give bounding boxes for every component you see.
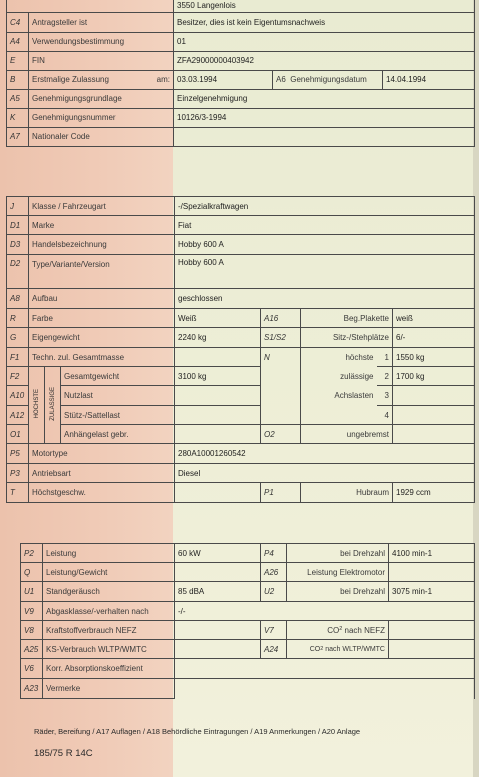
row-a12 <box>7 406 475 425</box>
row-t <box>7 483 475 503</box>
row-d2 <box>7 255 475 289</box>
field-value <box>175 483 261 503</box>
field-code: A26 <box>261 563 287 582</box>
axle-number: 1 <box>377 348 393 367</box>
field-label: Gesamtgewicht <box>61 367 175 386</box>
field-value: 3075 min-1 <box>389 582 475 602</box>
field-label: Standgeräusch <box>43 582 175 602</box>
field-label: Abgasklasse/-verhalten nach <box>43 602 175 621</box>
field-value <box>175 563 261 582</box>
field-label: Techn. zul. Gesamtmasse <box>29 348 175 367</box>
field-label: Anhängelast gebr. <box>61 425 175 444</box>
field-code: F2 <box>7 367 29 386</box>
field-value <box>389 563 475 582</box>
field-value: 3100 kg <box>175 367 261 386</box>
field-value <box>174 127 475 146</box>
field-code: V7 <box>261 621 287 640</box>
field-label: Hubraum <box>301 483 393 503</box>
field-value <box>175 348 261 367</box>
field-label: Kraftstoffverbrauch NEFZ <box>43 621 175 640</box>
address-value: 3550 Langenlois <box>174 0 475 12</box>
field-code: C4 <box>7 12 29 32</box>
row-v6 <box>21 659 475 679</box>
row-a23 <box>21 679 475 699</box>
field-code: O1 <box>7 425 29 444</box>
field-label: Motortype <box>29 444 175 464</box>
field-code: V9 <box>21 602 43 621</box>
field-code: A5 <box>7 89 29 108</box>
field-label: Handelsbezeichnung <box>29 235 175 255</box>
axle-number: 2 <box>377 367 393 386</box>
field-label: Korr. Absorptionskoeffizient <box>43 659 175 679</box>
field-label: Genehmigungsdatum <box>290 75 367 84</box>
field-label: bei Drehzahl <box>287 582 389 602</box>
field-label: Leistung/Gewicht <box>43 563 175 582</box>
field-code: J <box>7 197 29 216</box>
field-value: 01 <box>174 32 475 51</box>
field-label: KS-Verbrauch WLTP/WMTC <box>43 640 175 659</box>
tyre-size-value: 185/75 R 14C <box>34 748 93 759</box>
color-value: Weiß <box>175 309 261 328</box>
axle-number: 3 <box>377 386 393 406</box>
field-code: D3 <box>7 235 29 255</box>
row-c4 <box>7 12 475 32</box>
field-value <box>175 640 261 659</box>
field-value: Hobby 600 A <box>175 235 475 255</box>
field-label: Erstmalige Zulassung <box>32 75 109 84</box>
field-label: Type/Variante/Version <box>29 255 175 289</box>
field-value: Diesel <box>175 464 475 483</box>
field-value <box>175 679 475 699</box>
first-registration-date: 03.03.1994 <box>174 70 273 89</box>
field-label: bei Drehzahl <box>287 544 389 563</box>
field-label: Vermerke <box>43 679 175 699</box>
field-code: A16 <box>261 309 301 328</box>
row-k <box>7 108 475 127</box>
field-value: 1700 kg <box>393 367 475 386</box>
field-code: D1 <box>7 216 29 235</box>
field-value: 10126/3-1994 <box>174 108 475 127</box>
field-value: 1550 kg <box>393 348 475 367</box>
row-p3 <box>7 464 475 483</box>
field-value: geschlossen <box>175 289 475 309</box>
field-label <box>29 70 174 89</box>
row-a10 <box>7 386 475 406</box>
field-code: N <box>261 348 301 367</box>
field-label: $CO_2$ nach NEFZ <box>287 621 389 640</box>
row-v9 <box>21 602 475 621</box>
row-p2 <box>21 544 475 563</box>
row-d1 <box>7 216 475 235</box>
field-value: Fiat <box>175 216 475 235</box>
field-value: Hobby 600 A <box>175 255 475 289</box>
field-code: O2 <box>261 425 301 444</box>
field-code: B <box>7 70 29 89</box>
field-value: -/- <box>175 602 475 621</box>
field-code: V8 <box>21 621 43 640</box>
field-label: FIN <box>29 51 174 70</box>
row-g <box>7 328 475 348</box>
field-code: Q <box>21 563 43 582</box>
field-code: F1 <box>7 348 29 367</box>
row-a8 <box>7 289 475 309</box>
row-j <box>7 197 475 216</box>
power-value: 60 kW <box>175 544 261 563</box>
field-code: S1/S2 <box>261 328 301 348</box>
remarks-label: Räder, Bereifung / A17 Auflagen / A18 Behördliche Eintragungen / A19 Anmerkungen / A20 Anlage <box>34 727 361 736</box>
field-value <box>175 425 261 444</box>
row-a7 <box>7 127 475 146</box>
row-a4 <box>7 32 475 51</box>
field-code: A10 <box>7 386 29 406</box>
field-value <box>175 386 261 406</box>
field-label: Farbe <box>29 309 175 328</box>
field-code: P4 <box>261 544 287 563</box>
field-label: Nutzlast <box>61 386 175 406</box>
field-label: Genehmigungsgrundlage <box>29 89 174 108</box>
field-label: $CO_2$ nach WLTP/WMTC <box>287 640 389 659</box>
field-label: Beg.Plakette <box>301 309 393 328</box>
field-code: U2 <box>261 582 287 602</box>
field-code: U1 <box>21 582 43 602</box>
engine-type-value: 280A10001260542 <box>175 444 475 464</box>
field-code: V6 <box>21 659 43 679</box>
field-label: zulässige <box>301 367 377 386</box>
row-r <box>7 309 475 328</box>
field-code: P2 <box>21 544 43 563</box>
field-value <box>175 659 475 679</box>
field-code: E <box>7 51 29 70</box>
noise-value: 85 dBA <box>175 582 261 602</box>
row-u1 <box>21 582 475 602</box>
field-label: Genehmigungsnummer <box>29 108 174 127</box>
field-value: 6/- <box>393 328 475 348</box>
field-code: G <box>7 328 29 348</box>
field-label <box>273 70 383 89</box>
field-label: Verwendungsbestimmung <box>29 32 174 51</box>
fin-value: ZFA29000000403942 <box>174 51 475 70</box>
field-code: R <box>7 309 29 328</box>
field-label: Leistung Elektromotor <box>287 563 389 582</box>
field-label: Stütz-/Sattellast <box>61 406 175 425</box>
field-value: weiß <box>393 309 475 328</box>
field-label: Eigengewicht <box>29 328 175 348</box>
row-q <box>21 563 475 582</box>
field-label: am: <box>156 75 170 84</box>
field-code: A8 <box>7 289 29 309</box>
field-label: ungebremst <box>301 425 393 444</box>
field-label: Marke <box>29 216 175 235</box>
field-value: 4100 min-1 <box>389 544 475 563</box>
address-row <box>7 0 475 12</box>
row-v8 <box>21 621 475 640</box>
field-label: Achslasten <box>301 386 377 406</box>
field-label: Leistung <box>43 544 175 563</box>
field-label: Sitz-/Stehplätze <box>301 328 393 348</box>
field-value: Einzelgenehmigung <box>174 89 475 108</box>
field-label: Nationaler Code <box>29 127 174 146</box>
field-code: A7 <box>7 127 29 146</box>
tyre-size <box>34 748 93 759</box>
row-b <box>7 70 475 89</box>
field-code: A4 <box>7 32 29 51</box>
approval-date: 14.04.1994 <box>383 70 475 89</box>
field-code: A6 <box>276 75 286 84</box>
field-value <box>175 406 261 425</box>
field-code: D2 <box>7 255 29 289</box>
row-f1 <box>7 348 475 367</box>
field-value: Besitzer, dies ist kein Eigentumsnachweis <box>174 12 475 32</box>
field-value <box>175 621 261 640</box>
field-code: P5 <box>7 444 29 464</box>
vert-label-permissible: ZULÄSSIGE <box>45 367 61 444</box>
vert-label-highest: HÖCHSTE <box>29 367 45 444</box>
field-label: höchste <box>301 348 377 367</box>
field-code: K <box>7 108 29 127</box>
field-label: Höchstgeschw. <box>29 483 175 503</box>
field-value: 2240 kg <box>175 328 261 348</box>
field-label: Aufbau <box>29 289 175 309</box>
section-engine <box>20 543 474 699</box>
row-f2 <box>7 367 475 386</box>
field-code: P1 <box>261 483 301 503</box>
row-a25 <box>21 640 475 659</box>
field-label: Antragsteller ist <box>29 12 174 32</box>
field-code: A25 <box>21 640 43 659</box>
field-label: Antriebsart <box>29 464 175 483</box>
field-value: -/Spezialkraftwagen <box>175 197 475 216</box>
remarks-heading <box>34 727 474 736</box>
row-d3 <box>7 235 475 255</box>
row-a5 <box>7 89 475 108</box>
field-code: A24 <box>261 640 287 659</box>
displacement-value: 1929 ccm <box>393 483 475 503</box>
field-code: P3 <box>7 464 29 483</box>
field-code: T <box>7 483 29 503</box>
field-code: A12 <box>7 406 29 425</box>
field-code: A23 <box>21 679 43 699</box>
field-label: Klasse / Fahrzeugart <box>29 197 175 216</box>
row-e <box>7 51 475 70</box>
section-vehicle <box>6 196 474 503</box>
axle-number: 4 <box>377 406 393 425</box>
row-p5 <box>7 444 475 464</box>
section-holder <box>6 0 474 147</box>
row-o1 <box>7 425 475 444</box>
